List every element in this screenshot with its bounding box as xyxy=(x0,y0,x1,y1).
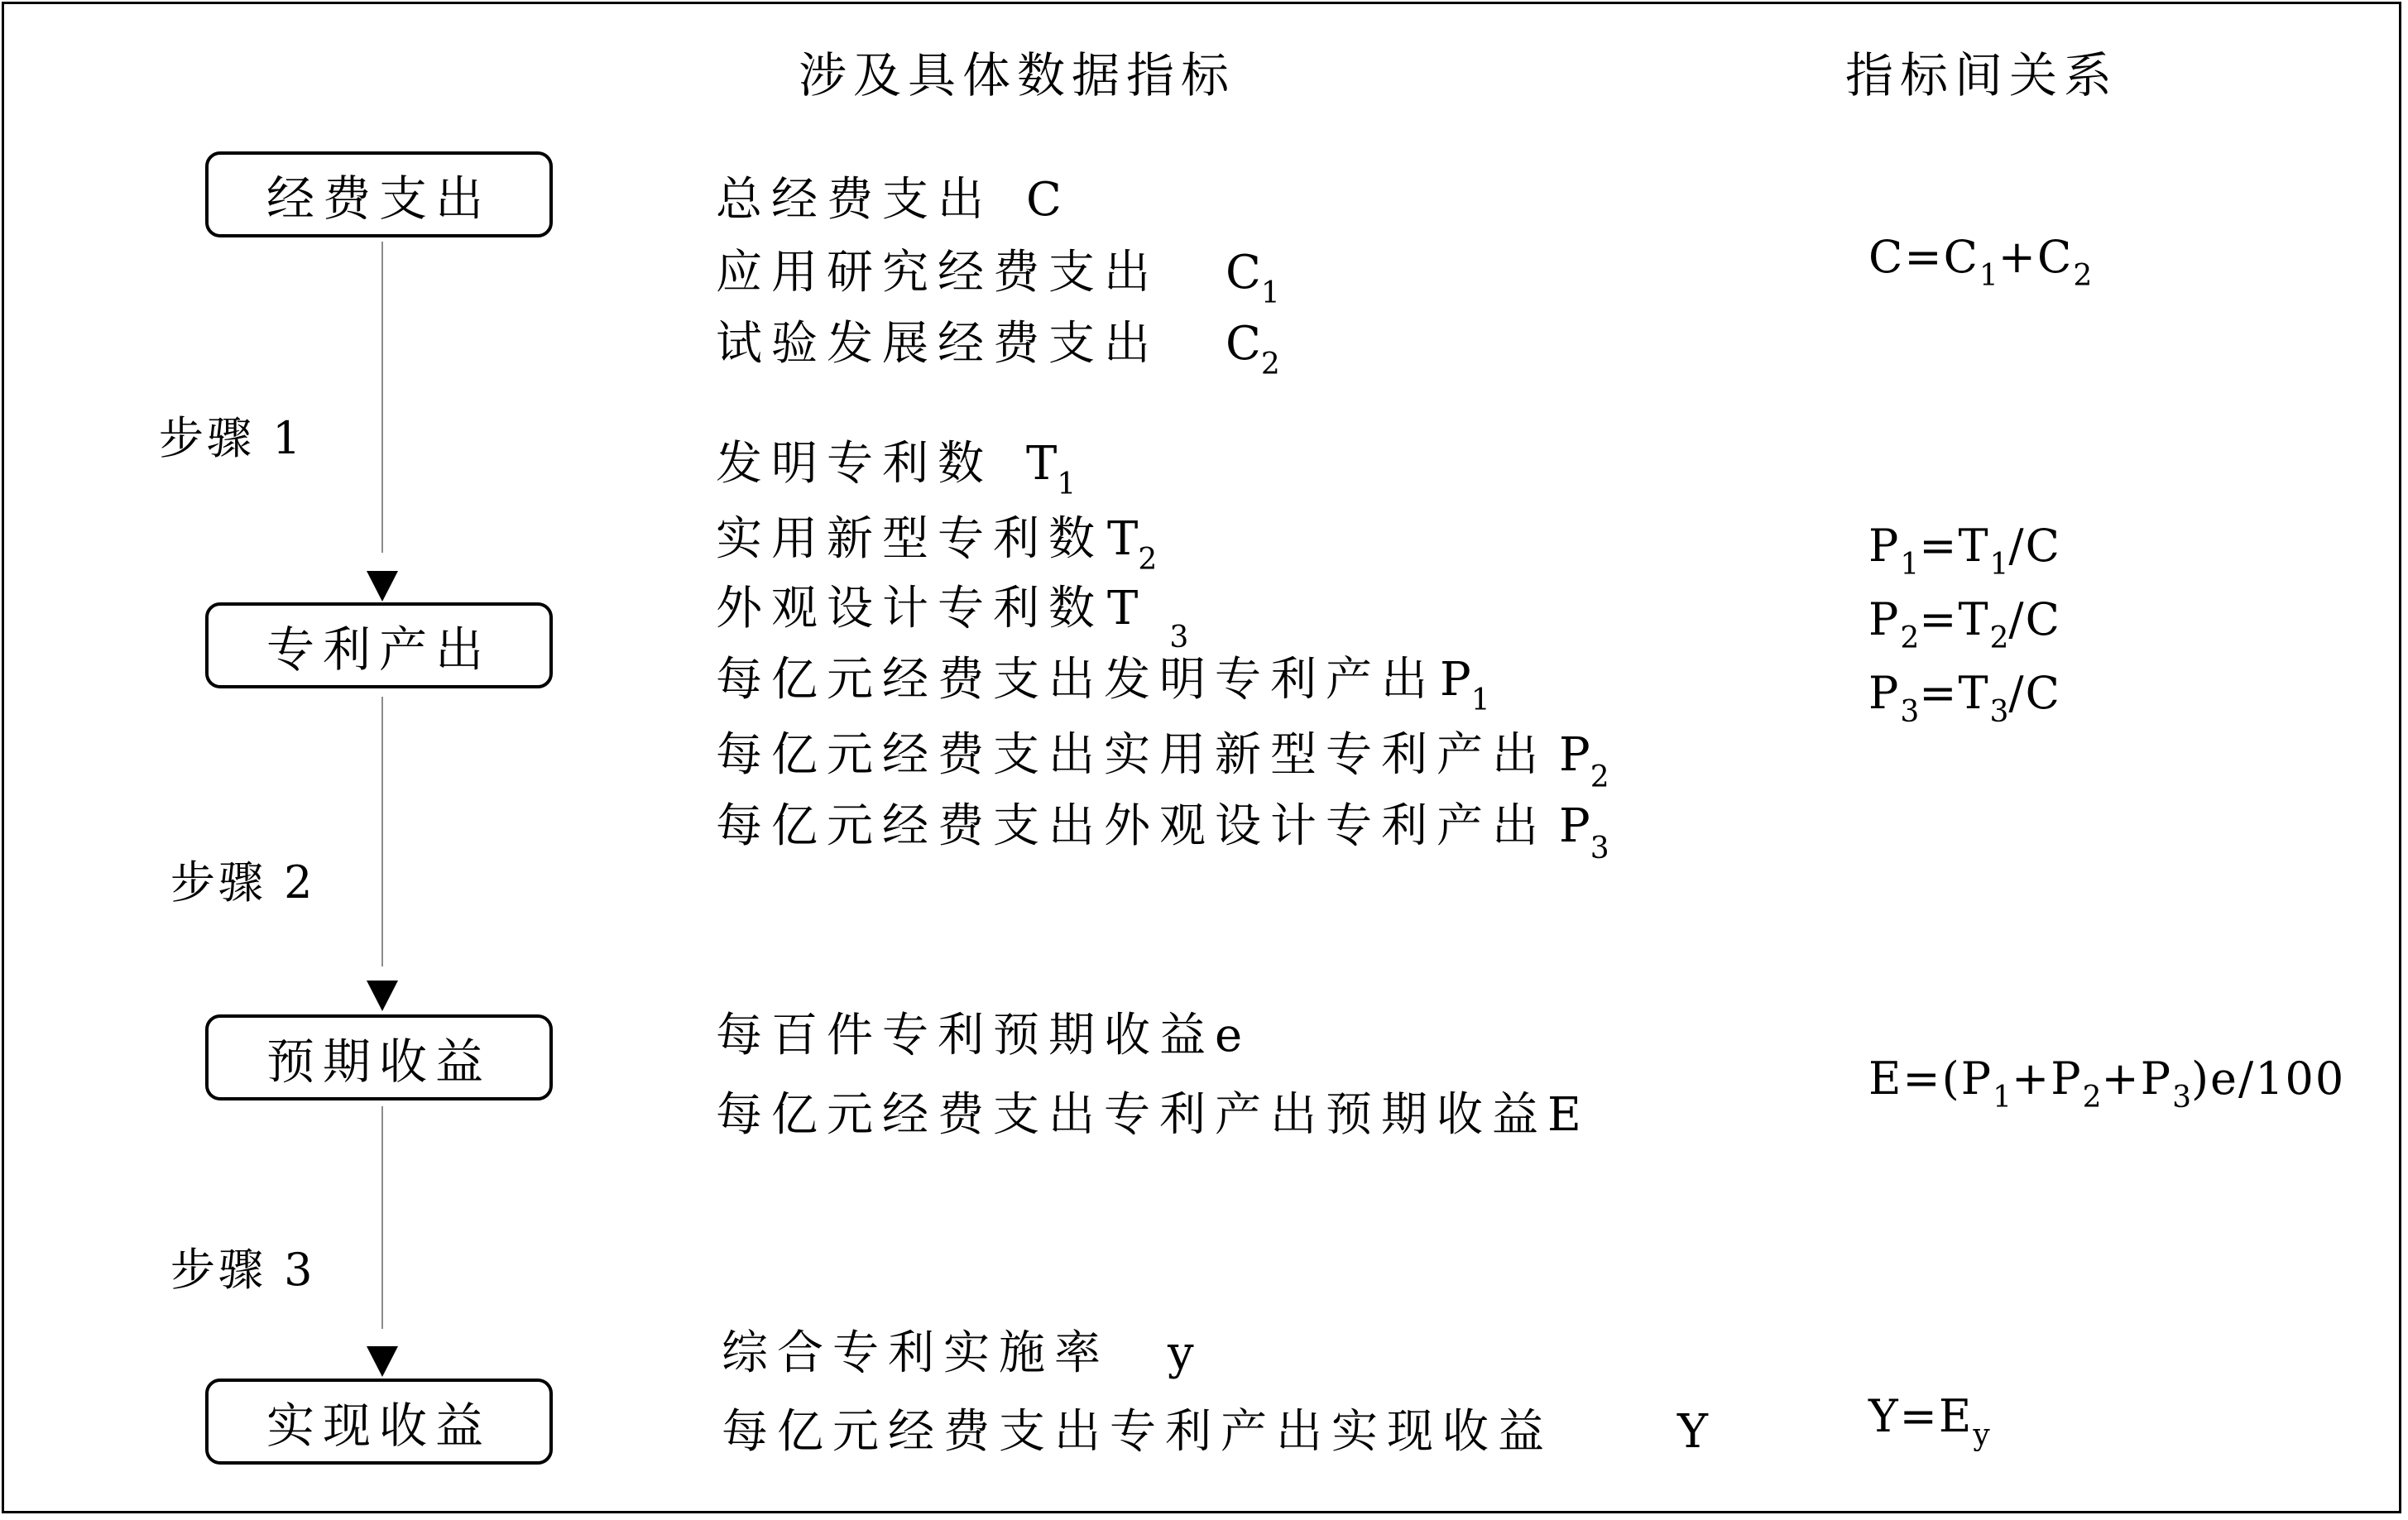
relation-p2: $P_2=T_2/C$ xyxy=(1868,593,2061,655)
box-realized-revenue: 实现收益 xyxy=(205,1379,553,1465)
arrowhead-step-3 xyxy=(367,1346,398,1377)
arrowhead-step-2 xyxy=(367,981,398,1011)
indicator-expected-per-hundred: 每百件专利预期收益e xyxy=(716,1009,1243,1062)
indicator-invention-patents: 发明专利数 $T_1$ xyxy=(716,437,1077,501)
box-expected-revenue: 预期收益 xyxy=(205,1014,553,1100)
indicator-applied-research: 应用研究经费支出 $C_1$ xyxy=(716,246,1280,310)
indicator-design-output: 每亿元经费支出外观设计专利产出 $P_3$ xyxy=(716,799,1609,865)
relation-y: $Y=E_y$ xyxy=(1868,1390,1990,1452)
header-relations: 指标间关系 xyxy=(1845,47,2119,103)
indicator-implementation-rate: 综合专利实施率 y xyxy=(722,1326,1194,1380)
relation-c: $C=C_1+C_2$ xyxy=(1868,231,2093,293)
arrowhead-step-1 xyxy=(367,571,398,602)
indicator-utility-output: 每亿元经费支出实用新型专利产出 $P_2$ xyxy=(716,728,1609,794)
step-label-2: 步骤 2 xyxy=(170,856,316,909)
indicator-experimental-development: 试验发展经费支出 $C_2$ xyxy=(716,317,1280,381)
indicator-total-expenditure: 总经费支出 C xyxy=(716,173,1062,227)
indicator-realized-per-billion: 每亿元经费支出专利产出实现收益 Y xyxy=(722,1405,1708,1459)
indicator-invention-output: 每亿元经费支出发明专利产出$P_1$ xyxy=(716,653,1490,717)
step-label-1: 步骤 1 xyxy=(159,412,305,464)
relation-p1: $P_1=T_1/C$ xyxy=(1868,520,2061,582)
box-patent-output: 专利产出 xyxy=(205,602,553,688)
indicator-expected-per-billion: 每亿元经费支出专利产出预期收益E xyxy=(716,1088,1581,1142)
relation-p3: $P_3=T_3/C$ xyxy=(1868,667,2061,729)
header-indicators: 涉及具体数据指标 xyxy=(799,47,1236,103)
box-funding-expenditure: 经费支出 xyxy=(205,151,553,237)
indicator-design-patents: 外观设计专利数$T_3$ xyxy=(716,582,1189,655)
relation-e: $E=(P_1+P_2+P_3)e/100$ xyxy=(1868,1052,2346,1115)
step-label-3: 步骤 3 xyxy=(170,1244,316,1296)
indicator-utility-patents: 实用新型专利数$T_2$ xyxy=(716,512,1158,577)
